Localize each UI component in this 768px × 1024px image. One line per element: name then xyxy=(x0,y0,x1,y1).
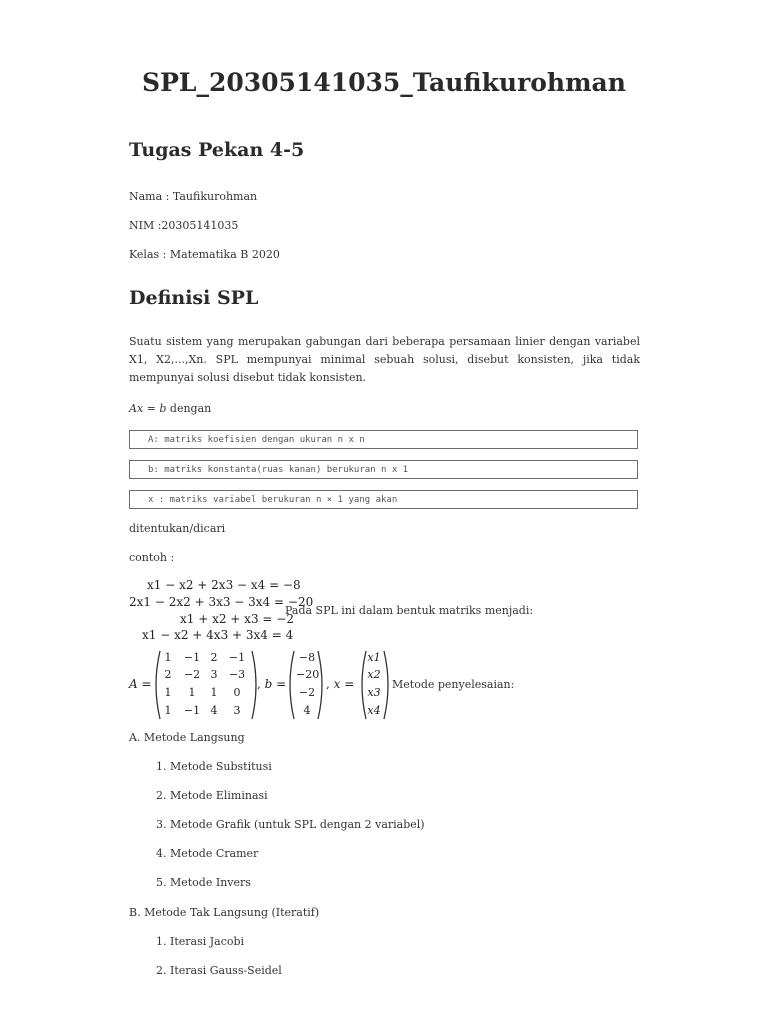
direct-method-heading: A. Metode Langsung xyxy=(129,731,245,744)
vector-b-cell: −2 xyxy=(298,686,316,699)
matrix-A-cell: 2 xyxy=(210,651,218,664)
direct-method-3: 3. Metode Grafik (untuk SPL dengan 2 variabel) xyxy=(156,818,425,831)
matrix-intro-text: Pada SPL ini dalam bentuk matriks menjadi: xyxy=(285,604,534,617)
matrix-A-cell: 0 xyxy=(233,686,241,699)
student-nim: NIM :20305141035 xyxy=(129,219,239,232)
axb-line xyxy=(129,402,211,415)
method-intro-text: Metode penyelesaian: xyxy=(392,678,515,691)
vector-x-cell: x4 xyxy=(367,704,381,717)
matrix-A-cell: −1 xyxy=(183,704,201,717)
matrix-A-cell: 2 xyxy=(164,668,172,681)
matrix-A-cell: −3 xyxy=(228,668,246,681)
equation-1: x1 − x2 + 2x3 − x4 = −8 xyxy=(147,578,301,592)
matrix-A-cell: 1 xyxy=(164,651,172,664)
vector-x-cell: x2 xyxy=(367,668,381,681)
indirect-method-heading: B. Metode Tak Langsung (Iteratif) xyxy=(129,906,320,919)
matrix-A-cell: 1 xyxy=(210,686,218,699)
matrix-A-cell: 1 xyxy=(188,686,196,699)
document-title: SPL_20305141035_Taufikurohman xyxy=(142,68,626,97)
student-class: Kelas : Matematika B 2020 xyxy=(129,248,280,261)
equation-4: x1 − x2 + 4x3 + 3x4 = 4 xyxy=(142,628,294,642)
example-label: contoh : xyxy=(129,551,175,564)
section-heading-tugas: Tugas Pekan 4-5 xyxy=(129,139,305,161)
matrix-A-cell: 3 xyxy=(210,668,218,681)
section-heading-definisi: Definisi SPL xyxy=(129,287,259,309)
indirect-method-1: 1. Iterasi Jacobi xyxy=(156,935,245,948)
matrix-A-cell: 1 xyxy=(164,686,172,699)
axb-formula: Ax = b xyxy=(129,402,167,415)
matrix-A-cell: −1 xyxy=(183,651,201,664)
axb-suffix: dengan xyxy=(166,402,212,415)
direct-method-1: 1. Metode Substitusi xyxy=(156,760,272,773)
matrix-A-label: A = xyxy=(129,677,152,691)
code-line-b: b: matriks konstanta(ruas kanan) berukuran n x 1 xyxy=(129,460,638,479)
matrix-A-cell: 1 xyxy=(164,704,172,717)
vector-b-cell: −20 xyxy=(296,668,320,681)
equation-3: x1 + x2 + x3 = −2 xyxy=(180,612,294,626)
matrix-A-cell: −1 xyxy=(228,651,246,664)
matrix-A-cell: 3 xyxy=(233,704,241,717)
after-code-text: ditentukan/dicari xyxy=(129,522,226,535)
equation-2: 2x1 − 2x2 + 3x3 − 3x4 = −20 xyxy=(129,595,314,609)
direct-method-2: 2. Metode Eliminasi xyxy=(156,789,268,802)
code-line-A: A: matriks koefisien dengan ukuran n x n xyxy=(129,430,638,449)
comma-x: , x = xyxy=(326,677,355,691)
matrix-A-cell: −2 xyxy=(183,668,201,681)
vector-b-cell: −8 xyxy=(298,651,316,664)
vector-x-cell: x1 xyxy=(367,651,381,664)
direct-method-5: 5. Metode Invers xyxy=(156,876,251,889)
vector-x-cell: x3 xyxy=(367,686,381,699)
code-line-x: x : matriks variabel berukuran n × 1 yang akan xyxy=(129,490,638,509)
comma-b: , b = xyxy=(257,677,287,691)
indirect-method-2: 2. Iterasi Gauss-Seidel xyxy=(156,964,282,977)
direct-method-4: 4. Metode Cramer xyxy=(156,847,259,860)
student-name: Nama : Taufikurohman xyxy=(129,190,258,203)
vector-b-cell: 4 xyxy=(303,704,311,717)
matrix-A-cell: 4 xyxy=(210,704,218,717)
definition-paragraph: Suatu sistem yang merupakan gabungan dari beberapa persamaan linier dengan variabel X1, X2,...,Xn. SPL mempunyai minimal sebuah solusi, disebut konsisten, jika tidak mempunyai solusi disebut tidak konsisten. xyxy=(129,335,640,384)
